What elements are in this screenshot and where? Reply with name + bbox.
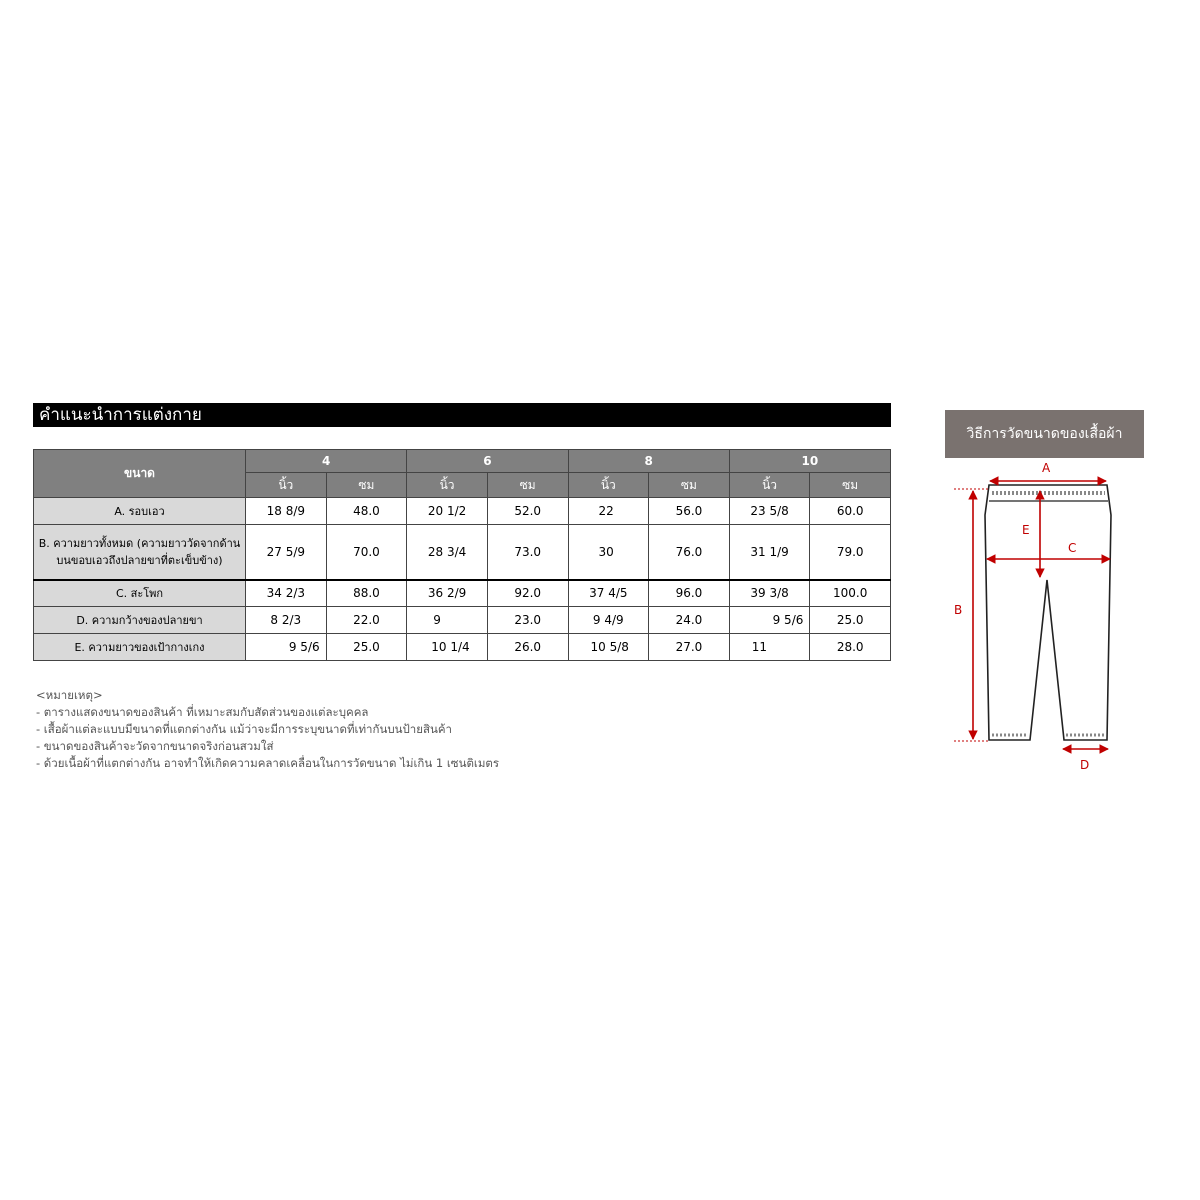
- cell-cm: 96.0: [649, 580, 730, 607]
- cell-inch: 10 1/4: [407, 634, 488, 661]
- cell-inch: 36 2/9: [407, 580, 488, 607]
- table-row: [34, 525, 891, 580]
- cell-cm: 25.0: [810, 607, 891, 634]
- cell-cm: 23.0: [487, 607, 568, 634]
- page-title: คำแนะนำการแต่งกาย: [33, 403, 891, 427]
- size-header: 4: [246, 450, 407, 473]
- cell-cm: 24.0: [649, 607, 730, 634]
- cell-cm: 22.0: [326, 607, 407, 634]
- cell-cm: 60.0: [810, 498, 891, 525]
- measure-guide-title: วิธีการวัดขนาดของเสื้อผ้า: [945, 410, 1144, 458]
- cell-inch: 23 5/8: [729, 498, 810, 525]
- row-label: D. ความกว้างของปลายขา: [34, 607, 246, 634]
- cell-inch: 9 4/9: [568, 607, 649, 634]
- cell-cm: 100.0: [810, 580, 891, 607]
- table-row: [34, 634, 891, 661]
- cell-cm: 26.0: [487, 634, 568, 661]
- unit-cm-header: ซม: [810, 473, 891, 498]
- size-header-row: [34, 450, 891, 473]
- cell-inch: 39 3/8: [729, 580, 810, 607]
- unit-inch-header: นิ้ว: [568, 473, 649, 498]
- table-row: [34, 607, 891, 634]
- unit-inch-header: นิ้ว: [407, 473, 488, 498]
- row-label: C. สะโพก: [34, 580, 246, 607]
- label-a: A: [1042, 461, 1051, 475]
- cell-inch: 11: [729, 634, 810, 661]
- note-item: - ตารางแสดงขนาดของสินค้า ที่เหมาะสมกับสัดส่วนของแต่ละบุคคล: [36, 705, 369, 719]
- note-item: - เสื้อผ้าแต่ละแบบมีขนาดที่แตกต่างกัน แม้ว่าจะมีการระบุขนาดที่เท่ากันบนป้ายสินค้า: [36, 722, 453, 736]
- unit-cm-header: ซม: [649, 473, 730, 498]
- notes-section: [36, 687, 499, 772]
- cell-cm: 73.0: [487, 525, 568, 580]
- cell-cm: 92.0: [487, 580, 568, 607]
- note-item: - ด้วยเนื้อผ้าที่แตกต่างกัน อาจทำให้เกิดความคลาดเคลื่อนในการวัดขนาด ไม่เกิน 1 เซนติเมตร: [36, 756, 500, 770]
- table-row: [34, 580, 891, 607]
- cell-cm: 52.0: [487, 498, 568, 525]
- size-header: 6: [407, 450, 568, 473]
- label-d: D: [1080, 758, 1090, 772]
- size-chart-table: [33, 449, 891, 661]
- label-b: B: [954, 603, 963, 617]
- cell-cm: 79.0: [810, 525, 891, 580]
- cell-inch: 8 2/3: [246, 607, 327, 634]
- row-label: B. ความยาวทั้งหมด (ความยาววัดจากด้านบนขอบเอวถึงปลายขาที่ตะเข็บข้าง): [34, 525, 246, 580]
- size-header: 10: [729, 450, 890, 473]
- cell-inch: 37 4/5: [568, 580, 649, 607]
- unit-cm-header: ซม: [487, 473, 568, 498]
- notes-heading: <หมายเหตุ>: [36, 688, 103, 702]
- pants-outline: [985, 485, 1111, 740]
- cell-cm: 76.0: [649, 525, 730, 580]
- cell-cm: 28.0: [810, 634, 891, 661]
- cell-inch: 27 5/9: [246, 525, 327, 580]
- cell-cm: 48.0: [326, 498, 407, 525]
- cell-cm: 56.0: [649, 498, 730, 525]
- cell-inch: 20 1/2: [407, 498, 488, 525]
- note-item: - ขนาดของสินค้าจะวัดจากขนาดจริงก่อนสวมใส่: [36, 739, 274, 753]
- row-label: E. ความยาวของเป้ากางเกง: [34, 634, 246, 661]
- size-column-header: ขนาด: [34, 450, 246, 498]
- cell-cm: 27.0: [649, 634, 730, 661]
- cell-cm: 70.0: [326, 525, 407, 580]
- cell-inch: 30: [568, 525, 649, 580]
- cell-inch: 9: [407, 607, 488, 634]
- cell-inch: 9 5/6: [729, 607, 810, 634]
- unit-inch-header: นิ้ว: [729, 473, 810, 498]
- cell-cm: 25.0: [326, 634, 407, 661]
- unit-inch-header: นิ้ว: [246, 473, 327, 498]
- size-header: 8: [568, 450, 729, 473]
- cell-inch: 9 5/6: [246, 634, 327, 661]
- cell-inch: 22: [568, 498, 649, 525]
- table-row: [34, 498, 891, 525]
- cell-inch: 18 8/9: [246, 498, 327, 525]
- row-label: A. รอบเอว: [34, 498, 246, 525]
- cell-inch: 31 1/9: [729, 525, 810, 580]
- pants-measurement-diagram: [940, 455, 1150, 785]
- cell-inch: 10 5/8: [568, 634, 649, 661]
- cell-inch: 34 2/3: [246, 580, 327, 607]
- label-e: E: [1022, 523, 1030, 537]
- label-c: C: [1068, 541, 1077, 555]
- cell-inch: 28 3/4: [407, 525, 488, 580]
- cell-cm: 88.0: [326, 580, 407, 607]
- unit-cm-header: ซม: [326, 473, 407, 498]
